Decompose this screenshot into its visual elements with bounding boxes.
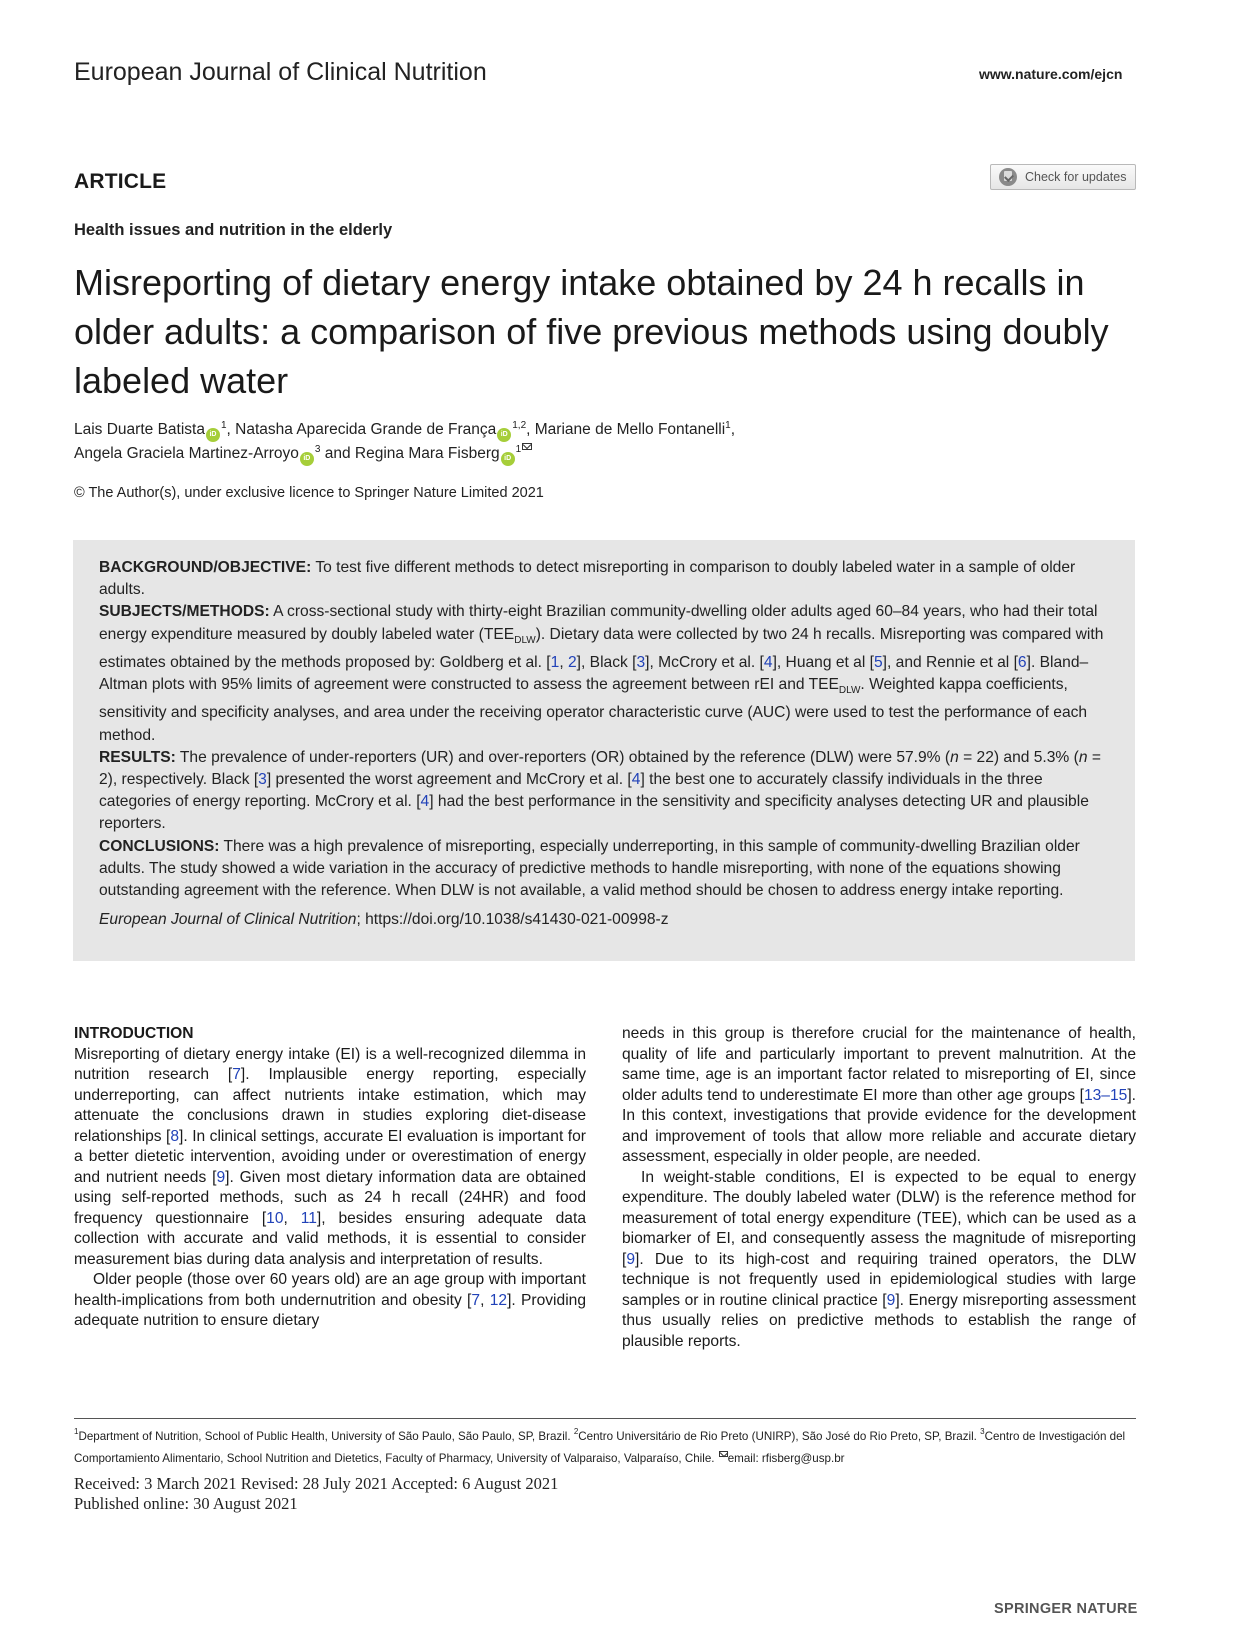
paragraph: Older people (those over 60 years old) are an age group with important health-implications from both undernutrition and obesity [7, 12]. Providing adequate nutrition to ensure dietary: [74, 1271, 587, 1329]
abstract-heading: RESULTS:: [99, 748, 176, 766]
author-affiliation-sup: 1: [725, 420, 731, 431]
subject-category: Health issues and nutrition in the elderly: [74, 221, 393, 239]
citation-link[interactable]: 7: [232, 1066, 241, 1083]
author-affiliation-sup: 1,2: [512, 420, 527, 431]
citation-link[interactable]: 9: [216, 1168, 226, 1186]
abstract-heading: CONCLUSIONS:: [99, 837, 220, 855]
body-column-left: [74, 1024, 586, 1332]
author-list: Lais Duarte Batista $iD^1$, Natasha Aparecida Grande de França iD$^{1,2}$, Mariane de Mello Fontanelli$^1$, Angela Graciela Martinez-Arroyo $iD^3$ and Regina Mara Fisberg $iD^1$: [74, 418, 1144, 466]
abstract-background: BACKGROUND/OBJECTIVE: To test five different methods to detect misreporting in comparison to doubly labeled water in a sample of older adults.: [99, 559, 1076, 599]
abstract-conclusions: CONCLUSIONS: There was a high prevalence of misreporting, especially underreporting, in this sample of community-dwelling Brazilian older adults. The study showed a wide variation in the accuracy of predictive methods to handle misreporting, with none of the equations showing outstanding agreement with the reference. When DLW is not available, a valid method should be chosen to address energy intake reporting.: [99, 837, 1080, 900]
citation-link[interactable]: 4: [420, 793, 430, 811]
section-heading: INTRODUCTION: [74, 1025, 194, 1042]
citation-link[interactable]: 5: [873, 653, 883, 671]
paragraph: Misreporting of dietary energy intake (EI) is a well-recognized dilemma in nutrition research [7]. Implausible energy reporting, especially underreporting, can affect nutrients intake estimation, which may attenuate the conclusions drawn in studies exploring diet-disease relationships [8]. In clinical settings, accurate EI evaluation is important for a better dietetic intervention, avoiding under or overestimation of energy and nutrient needs [9]. Given most dietary information data are obtained using self-reported methods, such as 24 h recall (24HR) and food frequency questionnaire [10, 11], besides ensuring adequate data collection with accurate and valid methods, it is essential to consider measurement bias during data analysis and interpretation of results.: [74, 1045, 586, 1268]
footnote-divider: [74, 1418, 1136, 1419]
orcid-icon[interactable]: iD: [300, 452, 314, 466]
citation-link[interactable]: 2: [567, 653, 577, 671]
citation-link[interactable]: 6: [1017, 653, 1027, 671]
author-affiliation-sup: 1: [515, 444, 522, 455]
check-for-updates-label: Check for updates: [1025, 170, 1127, 184]
citation-link[interactable]: 9: [886, 1291, 896, 1309]
author-name: Mariane de Mello Fontanelli: [534, 421, 726, 438]
author-affiliation-sup: 1: [220, 420, 227, 431]
citation-link[interactable]: 8: [170, 1127, 180, 1145]
citation-link[interactable]: 3: [636, 653, 646, 671]
abstract-methods: SUBJECTS/METHODS: A cross-sectional study with thirty-eight Brazilian community-dwelling older adults aged 60–84 years, who had their total energy expenditure measured by doubly labeled water $(TEE_{DLW})$. Dietary data were collected by two 24 h recalls. Misreporting was compared with estimates obtained by the methods proposed by: Goldberg et al. [1, 2], Black [3], McCrory et al. [4], Huang et al [5], and Rennie et al [6]. Bland–Altman plots with 95% limits of agreement were constructed to assess the agreement between rEI and $TEE_{DLW}$. Weighted kappa coefficients, sensitivity and specificity analyses, and area under the receiving operator characteristic curve (AUC) were used to test the performance of each method.: [99, 603, 1104, 744]
received-revised-accepted: Received: 3 March 2021 Revised: 28 July 2021 Accepted: 6 August 2021: [74, 1474, 559, 1493]
paragraph: In weight-stable conditions, EI is expected to be equal to energy expenditure. The doubly labeled water (DLW) is the reference method for measurement of total energy expenditure (TEE), which can be used as a biomarker of EI, and consequently assess the magnitude of misreporting [9]. Due to its high-cost and requiring trained operators, the DLW technique is not frequently used in epidemiological studies with large samples or in routine clinical practice [9]. Energy misreporting assessment thus usually relies on predictive methods to establish the range of plausible reports.: [622, 1168, 1136, 1350]
orcid-icon[interactable]: iD: [501, 452, 515, 466]
journal-name: European Journal of Clinical Nutrition: [74, 58, 487, 86]
publication-dates: [74, 1474, 558, 1514]
abstract-heading: BACKGROUND/OBJECTIVE:: [99, 559, 312, 576]
paragraph: needs in this group is therefore crucial for the maintenance of health, quality of life and particularly important to prevent malnutrition. At the same time, age is an important factor related to misreporting of EI, since older adults tend to underestimate EI more than other age groups [13–15]. In this context, investigations that provide evidence for the development and improvement of tools that allow more reliable and accurate dietary assessment, especially in older people, are needed.: [622, 1025, 1136, 1165]
citation-link[interactable]: 11: [300, 1209, 317, 1227]
author-affiliation-sup: 3: [314, 444, 321, 455]
citation-link[interactable]: 4: [763, 653, 773, 671]
publisher-logo: SPRINGER NATURE: [994, 1601, 1138, 1617]
email-icon: [719, 1451, 728, 1457]
article-type-label: ARTICLE: [74, 170, 167, 193]
orcid-icon[interactable]: iD: [497, 428, 511, 442]
doi-link[interactable]: ; https://doi.org/10.1038/s41430-021-00998-z: [356, 911, 669, 929]
article-title: Misreporting of dietary energy intake obtained by 24 h recalls in older adults: a comparison of five previous methods using doubly labeled water: [74, 262, 1109, 401]
crossmark-icon: [999, 168, 1017, 186]
citation-link[interactable]: 4: [631, 771, 641, 789]
affiliations: $^1$Department of Nutrition, School of Public Health, University of São Paulo, São Paulo, SP, Brazil. $^2$Centro Universitário de Rio Preto (UNIRP), São José do Rio Preto, SP, Brazil. $^3$Centro de Investigación del Comportamiento Alimentario, School Nutrition and Dietetics, Faculty of Pharmacy, University of Valparaiso, Valparaíso, Chile. email: rfisberg@usp.br: [74, 1427, 1126, 1465]
abstract-heading: SUBJECTS/METHODS:: [99, 603, 270, 621]
citation-link[interactable]: 3: [258, 771, 267, 789]
author-name: Angela Graciela Martinez-Arroyo: [74, 445, 299, 462]
abstract-results: RESULTS: The prevalence of under-reporters (UR) and over-reporters (OR) obtained by the reference (DLW) were 57.9% (n = 22) and 5.3% (n = 2), respectively. Black [3] presented the worst agreement and McCrory et al. [4] the best one to accurately classify individuals in the three categories of energy reporting. McCrory et al. [4] had the best performance in the sensitivity and specificity analyses detecting UR and plausible reporters.: [99, 748, 1101, 833]
author-name: Natasha Aparecida Grande de França: [235, 421, 497, 438]
copyright-notice: © The Author(s), under exclusive licence to Springer Nature Limited 2021: [74, 485, 544, 501]
author-name: Lais Duarte Batista: [74, 421, 205, 438]
published-online: Published online: 30 August 2021: [74, 1494, 298, 1513]
abstract: [99, 557, 1112, 931]
body-column-right: [622, 1024, 1136, 1352]
citation-link[interactable]: 9: [626, 1250, 636, 1268]
citation-line: European Journal of Clinical Nutrition; https://doi.org/10.1038/s41430-021-00998-z: [99, 911, 669, 929]
corresponding-email[interactable]: email: rfisberg@usp.br: [727, 1452, 845, 1465]
citation-link[interactable]: 7: [471, 1291, 481, 1309]
citation-link[interactable]: 13–15: [1083, 1086, 1128, 1104]
orcid-icon[interactable]: iD: [206, 428, 220, 442]
citation-link[interactable]: 12: [489, 1291, 508, 1309]
citation-link[interactable]: 10: [266, 1209, 284, 1227]
email-icon[interactable]: [522, 443, 532, 450]
citation-link[interactable]: 1: [550, 653, 560, 671]
author-name: Regina Mara Fisberg: [354, 445, 500, 462]
check-for-updates-button[interactable]: [990, 164, 1136, 190]
journal-website-link[interactable]: www.nature.com/ejcn: [979, 66, 1123, 82]
